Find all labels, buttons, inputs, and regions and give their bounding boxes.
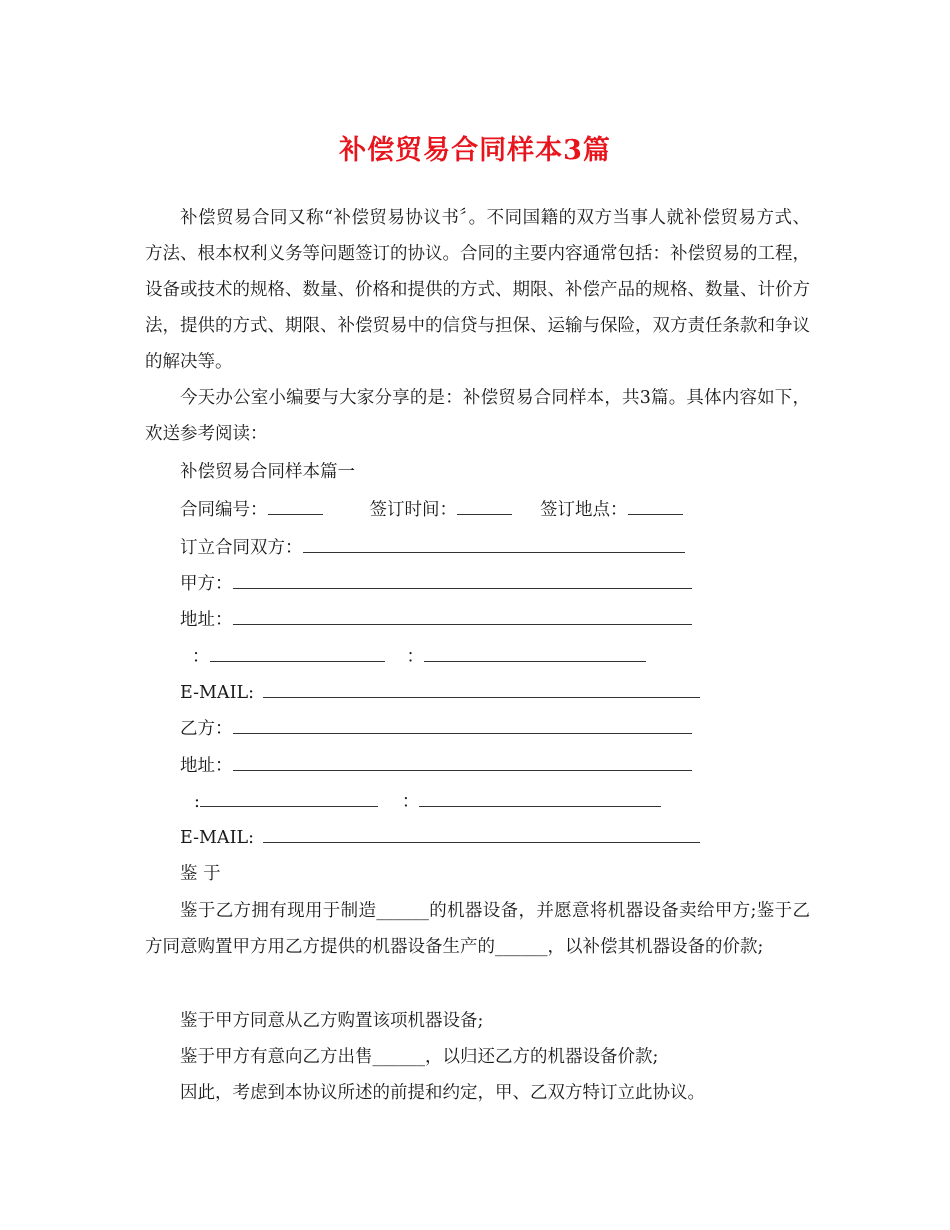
document-title: 补偿贸易合同样本3篇 bbox=[339, 135, 611, 166]
party-b-colon-2: ： bbox=[401, 792, 420, 812]
party-b-email-line bbox=[180, 826, 700, 850]
party-b-line bbox=[180, 717, 692, 741]
whereas-heading: 鉴 于 bbox=[180, 864, 221, 884]
party-a-address-field[interactable] bbox=[233, 608, 692, 625]
contract-no-field[interactable] bbox=[268, 498, 323, 515]
contract-meta-line bbox=[180, 498, 683, 522]
party-a-address-line bbox=[180, 608, 692, 632]
party-a-line bbox=[180, 572, 692, 596]
party-a-contact-line bbox=[192, 645, 646, 669]
intro-paragraph: 补偿贸易合同又称“补偿贸易协议书〞。不同国籍的双方当事人就补偿贸易方式、方法、根本权利义务等问题签订的协议。合同的主要内容通常包括：补偿贸易的工程，设备或技术的规格、数量、价格和提供的方式、期限、补偿产品的规格、数量、计价方法，提供的方式、期限、补偿贸易中的信贷与担保、运输与保险，双方责任条款和争议的解决等。 bbox=[145, 208, 810, 372]
party-a-email-field[interactable] bbox=[263, 681, 700, 698]
share-paragraph: 今天办公室小编要与大家分享的是：补偿贸易合同样本，共3篇。具体内容如下，欢送参考阅读： bbox=[145, 388, 810, 444]
party-a-contact-field-2[interactable] bbox=[424, 645, 646, 662]
party-a-email-line bbox=[180, 681, 700, 705]
party-b-contact-field-2[interactable] bbox=[419, 790, 661, 807]
sign-time-label: 签订时间： bbox=[369, 500, 457, 520]
sign-place-field[interactable] bbox=[628, 498, 683, 515]
parties-label: 订立合同双方： bbox=[180, 538, 303, 558]
contract-no-label: 合同编号： bbox=[180, 500, 268, 520]
party-a-field[interactable] bbox=[233, 572, 692, 589]
party-b-field[interactable] bbox=[233, 717, 692, 734]
party-a-email-label: E-MAIL: bbox=[180, 683, 254, 703]
party-b-address-field[interactable] bbox=[233, 754, 692, 771]
party-b-address-label: 地址： bbox=[180, 756, 233, 776]
party-a-contact-field-1[interactable] bbox=[210, 645, 385, 662]
party-a-colon-2: ： bbox=[406, 647, 424, 667]
party-b-email-field[interactable] bbox=[263, 826, 700, 843]
conclusion-paragraph: 因此，考虑到本协议所述的前提和约定，甲、乙双方特订立此协议。 bbox=[180, 1083, 705, 1103]
party-b-contact-field-1[interactable] bbox=[200, 790, 378, 807]
party-b-colon-1: : bbox=[194, 792, 200, 812]
party-a-address-label: 地址： bbox=[180, 610, 233, 630]
party-b-label: 乙方： bbox=[180, 719, 233, 739]
whereas-clause-1: 鉴于乙方拥有现用于制造______的机器设备，并愿意将机器设备卖给甲方;鉴于乙方同意购置甲方用乙方提供的机器设备生产的______，以补偿其机器设备的价款; bbox=[145, 901, 810, 957]
whereas-clause-3: 鉴于甲方有意向乙方出售______，以归还乙方的机器设备价款; bbox=[180, 1047, 659, 1067]
section-heading: 补偿贸易合同样本篇一 bbox=[180, 462, 355, 482]
party-a-label: 甲方： bbox=[180, 574, 233, 594]
party-b-address-line bbox=[180, 754, 692, 778]
sign-place-label: 签订地点： bbox=[540, 500, 628, 520]
parties-field[interactable] bbox=[303, 536, 685, 553]
whereas-clause-2: 鉴于甲方同意从乙方购置该项机器设备; bbox=[180, 1011, 484, 1031]
party-b-contact-line bbox=[194, 790, 661, 814]
party-a-colon-1: ： bbox=[192, 647, 210, 667]
sign-time-field[interactable] bbox=[457, 498, 512, 515]
parties-line bbox=[180, 536, 685, 560]
party-b-email-label: E-MAIL: bbox=[180, 828, 254, 848]
